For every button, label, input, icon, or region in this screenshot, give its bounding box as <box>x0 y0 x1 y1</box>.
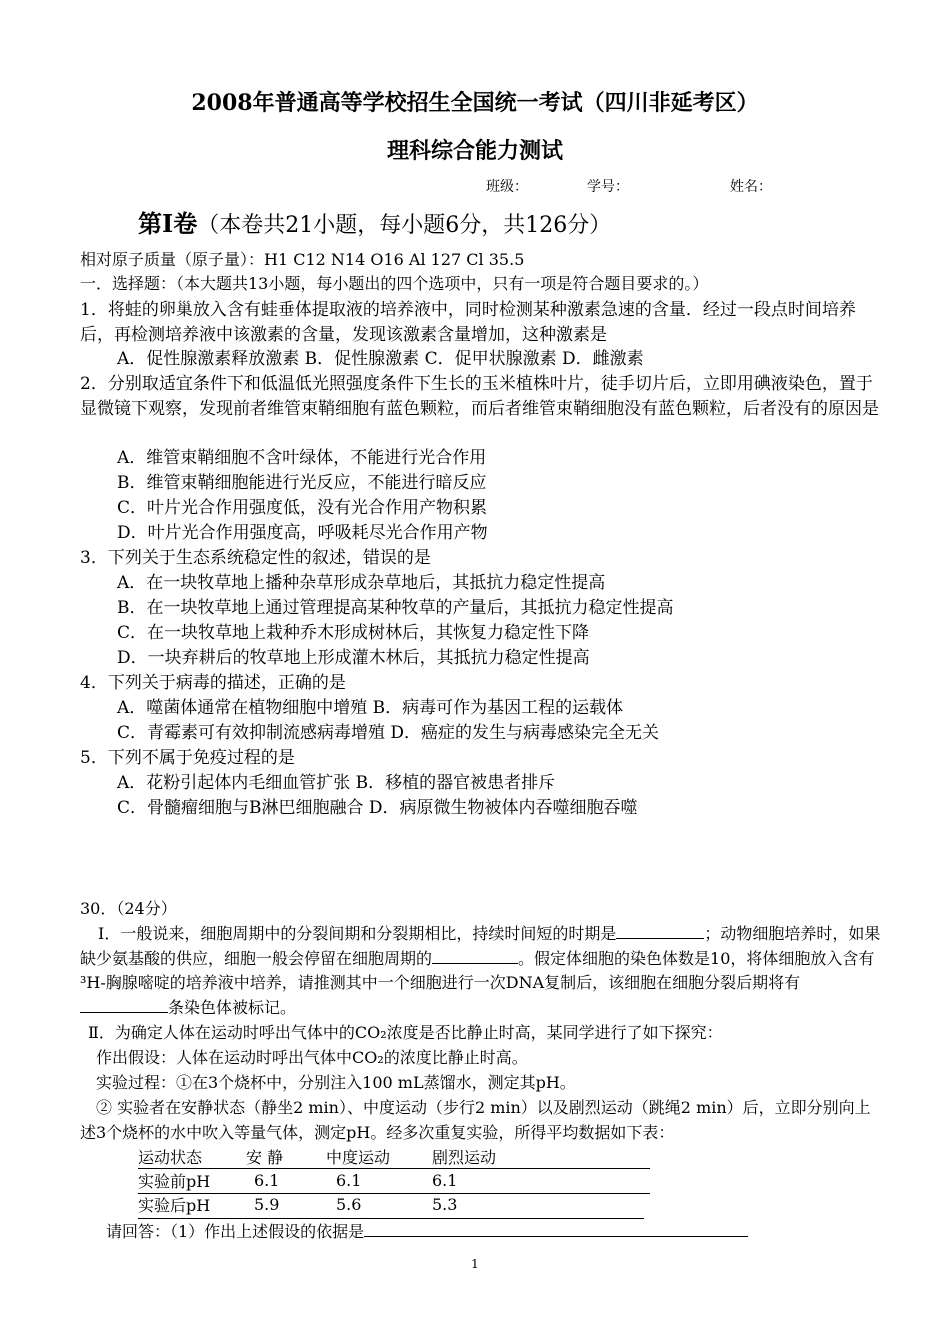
answer-prompt-line <box>106 1220 748 1245</box>
question-3-option-a: A．在一块牧草地上播种杂草形成杂草地后，其抵抗力稳定性提高 <box>117 573 606 593</box>
class-label: 班级： <box>486 179 528 195</box>
question-3-stem: 3．下列关于生态系统稳定性的叙述，错误的是 <box>80 548 431 568</box>
hypothesis-line: 作出假设：人体在运动时呼出气体中CO₂的浓度比静止时高。 <box>96 1048 528 1067</box>
table-cell: 6.1 <box>336 1170 362 1190</box>
volume-note: （本卷共21小题，每小题6分，共126分） <box>197 213 612 238</box>
question-4-options-ab: A．噬菌体通常在植物细胞中增殖 B．病毒可作为基因工程的运载体 <box>117 698 624 718</box>
answer-blank-3[interactable] <box>80 996 168 1013</box>
table-row <box>138 1192 540 1216</box>
part1-text-b: ；动物细胞培养时，如果缺少氨基酸的供应，细胞一般会停留在细胞周期的 <box>80 924 881 968</box>
question-30-part2: Ⅱ．为确定人体在运动时呼出气体中的CO₂浓度是否比静止时高，某同学进行了如下探究： <box>88 1023 723 1042</box>
table-header-row <box>138 1144 540 1168</box>
question-5-options-ab: A．花粉引起体内毛细血管扩张 B．移植的器官被患者排斥 <box>117 773 556 793</box>
question-3-option-c: C．在一块牧草地上栽种乔木形成树林后，其恢复力稳定性下降 <box>117 623 590 643</box>
question-2-option-c: C．叶片光合作用强度低，没有光合作用产物积累 <box>117 498 488 518</box>
answer-blank-4[interactable] <box>364 1220 748 1237</box>
table-header-cell: 剧烈运动 <box>432 1147 497 1167</box>
section1-heading: 一．选择题：（本大题共13小题，每小题出的四个选项中，只有一项是符合题目要求的。） <box>80 274 709 293</box>
table-header-cell: 中度运动 <box>326 1147 391 1167</box>
exam-subtitle: 理科综合能力测试 <box>386 138 563 164</box>
question-1-stem: 1．将蛙的卵巢放入含有蛙垂体提取液的培养液中，同时检测某种激素急速的含量．经过一段点时间培养后，再检测培养液中该激素的含量，发现该激素含量增加，这种激素是 <box>80 300 856 345</box>
table-cell: 实验后pH <box>138 1195 211 1215</box>
question-1-options: A．促性腺激素释放激素 B．促性腺激素 C．促甲状腺激素 D．雌激素 <box>117 349 644 369</box>
table-cell: 5.9 <box>254 1194 280 1214</box>
student-no-label: 学号： <box>587 179 629 195</box>
question-3-option-d: D．一块弃耕后的牧草地上形成灌木林后，其抵抗力稳定性提高 <box>117 648 590 668</box>
volume-heading <box>138 204 611 239</box>
table-cell: 5.6 <box>336 1194 362 1214</box>
answer-blank-2[interactable] <box>432 947 518 964</box>
table-rule-3 <box>138 1218 644 1219</box>
table-cell: 5.3 <box>432 1194 458 1214</box>
table-rule-2 <box>138 1193 650 1194</box>
atomic-mass-line: 相对原子质量（原子量）：H1 C12 N14 O16 Al 127 Cl 35.5 <box>80 250 525 269</box>
table-cell: 6.1 <box>432 1170 458 1190</box>
question-5-stem: 5．下列不属于免疫过程的是 <box>80 748 295 768</box>
process-step-2: ② 实验者在安静状态（静坐2 min）、中度运动（步行2 min）以及剧烈运动（跳绳2 min）后，立即分别向上述3个烧杯的水中吹入等量气体，测定pH。经多次重复实验，所得平均数据如下表： <box>80 1098 871 1142</box>
table-header-cell: 运动状态 <box>138 1147 203 1167</box>
ph-data-table <box>138 1144 540 1216</box>
question-30-part1 <box>80 922 886 1020</box>
question-3-option-b: B．在一块牧草地上通过管理提高某种牧草的产量后，其抵抗力稳定性提高 <box>117 598 674 618</box>
question-4-options-cd: C．青霉素可有效抑制流感病毒增殖 D．癌症的发生与病毒感染完全无关 <box>117 723 660 743</box>
table-header-cell: 安 静 <box>246 1147 284 1167</box>
exam-title: 2008年普通高等学校招生全国统一考试（四川非延考区） <box>191 90 759 116</box>
answer-blank-1[interactable] <box>616 922 704 939</box>
question-2-option-d: D．叶片光合作用强度高，呼吸耗尽光合作用产物 <box>117 523 488 543</box>
part1-text-a: Ⅰ．一般说来，细胞周期中的分裂间期和分裂期相比，持续时间短的时期是 <box>98 924 617 943</box>
question-5-options-cd: C．骨髓瘤细胞与B淋巴细胞融合 D．病原微生物被体内吞噬细胞吞噬 <box>117 798 638 818</box>
part1-text-d: 条染色体被标记。 <box>168 997 297 1017</box>
volume-name: 第Ⅰ卷 <box>138 209 198 238</box>
answer-prompt: 请回答：（1）作出上述假设的依据是 <box>106 1222 365 1241</box>
page-number: 1 <box>471 1257 479 1271</box>
question-4-stem: 4．下列关于病毒的描述，正确的是 <box>80 673 346 693</box>
question-2-option-a: A．维管束鞘细胞不含叶绿体，不能进行光合作用 <box>117 448 487 468</box>
question-30-header: 30．（24分） <box>80 899 177 918</box>
part1-text-c: 。假定体细胞的染色体数是10，将体细胞放入含有³H-胸腺嘧啶的培养液中培养，请推测其中一个细胞进行一次DNA复制后，该细胞在细胞分裂后期将有 <box>80 948 875 992</box>
question-2-stem: 2．分别取适宜条件下和低温低光照强度条件下生长的玉米植株叶片，徒手切片后，立即用碘液染色，置于显微镜下观察，发现前者维管束鞘细胞有蓝色颗粒，而后者维管束鞘细胞没有蓝色颗粒，后者没有的原因是 <box>80 374 879 419</box>
table-rule-1 <box>138 1168 650 1169</box>
name-label: 姓名： <box>730 179 772 195</box>
table-cell: 实验前pH <box>138 1171 211 1191</box>
table-cell: 6.1 <box>254 1170 280 1190</box>
process-step-1: 实验过程：①在3个烧杯中，分别注入100 mL蒸馏水，测定其pH。 <box>96 1073 576 1092</box>
table-row <box>138 1168 540 1192</box>
question-2-option-b: B．维管束鞘细胞能进行光反应，不能进行暗反应 <box>117 473 487 493</box>
